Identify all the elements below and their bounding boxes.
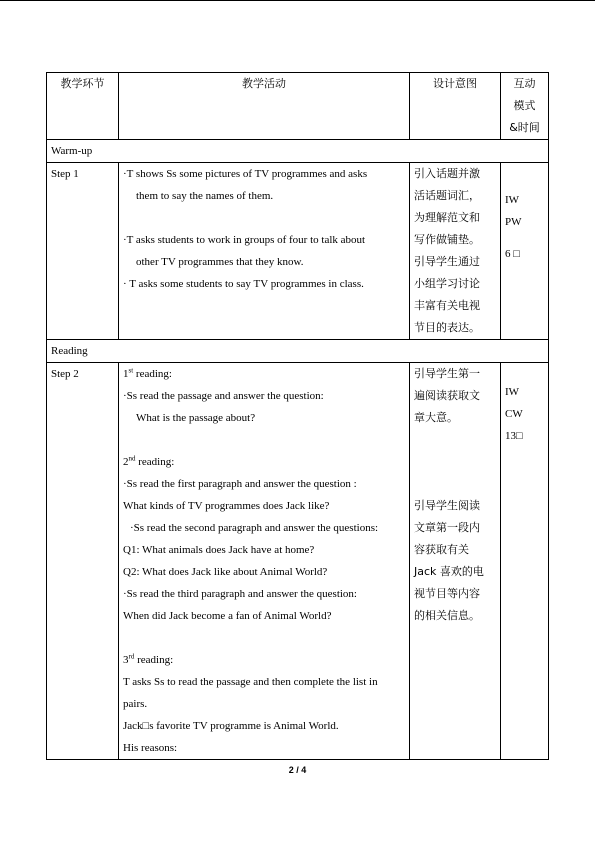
header-design-intent: 设计意图 (410, 73, 501, 140)
step2-activities (119, 363, 410, 760)
activity-line: Q1: What animals does Jack have at home? (123, 544, 315, 556)
section-title-warmup: Warm-up (47, 140, 549, 163)
header-row (47, 73, 549, 140)
reading-heading-2: 2nd reading: (123, 454, 175, 468)
step2-mode: IW CW 13□ (501, 363, 549, 760)
step1-row (47, 163, 549, 340)
activity-line: ·Ss read the second paragraph and answer the questions: (130, 522, 379, 534)
activity-line: ·T shows Ss some pictures of TV programmes and asks (123, 168, 368, 180)
activity-line: When did Jack become a fan of Animal World? (123, 610, 332, 622)
activity-line: What kinds of TV programmes does Jack like? (123, 500, 330, 512)
step1-mode: IW PW 6 □ (501, 163, 549, 340)
activity-line: them to say the names of them. (136, 190, 274, 202)
header-stage: 教学环节 (47, 73, 119, 140)
activity-line: His reasons: (123, 742, 178, 754)
activity-line: ·T asks students to work in groups of four to talk about (123, 234, 366, 246)
reading-heading-3: 3rd reading: (123, 652, 174, 666)
step2-label: Step 2 (47, 363, 119, 760)
activity-line: Q2: What does Jack like about Animal World? (123, 566, 328, 578)
step1-activities (119, 163, 410, 340)
activity-line: T asks Ss to read the passage and then complete the list in (123, 676, 378, 688)
header-mode-time: 互动 模式 &时间 (501, 73, 549, 140)
activity-line: other TV programmes that they know. (136, 256, 304, 268)
step1-intent: 引入话题并激 活话题词汇， 为理解范文和 写作做铺垫。 引导学生通过 小组学习讨论 丰富有关电视 节目的表达。 (410, 163, 501, 340)
section-title-reading: Reading (47, 340, 549, 363)
activity-line: Jack□s favorite TV programme is Animal World. (123, 720, 339, 732)
activity-line: What is the passage about? (136, 412, 256, 424)
step1-label: Step 1 (47, 163, 119, 340)
step2-intent: 引导学生第一 遍阅读获取文 章大意。 引导学生阅读 文章第一段内 容获取有关 Jack 喜欢的电 视节目等内容 的相关信息。 (410, 363, 501, 760)
activity-line: pairs. (123, 698, 148, 710)
header-activities: 教学活动 (119, 73, 410, 140)
activity-line: ·Ss read the third paragraph and answer the question: (123, 588, 357, 600)
page-number: 2 / 4 (288, 765, 307, 775)
reading-heading-1: 1st reading: (123, 366, 172, 380)
activity-line: ·Ss read the first paragraph and answer the question : (123, 478, 357, 490)
step2-row (47, 363, 549, 760)
activity-line: ·Ss read the passage and answer the question: (123, 390, 324, 402)
section-row-reading (47, 340, 549, 363)
activity-line: · T asks some students to say TV programmes in class. (123, 278, 364, 290)
section-row-warmup (47, 140, 549, 163)
top-rule (0, 0, 595, 1)
lesson-plan-table (46, 72, 549, 760)
